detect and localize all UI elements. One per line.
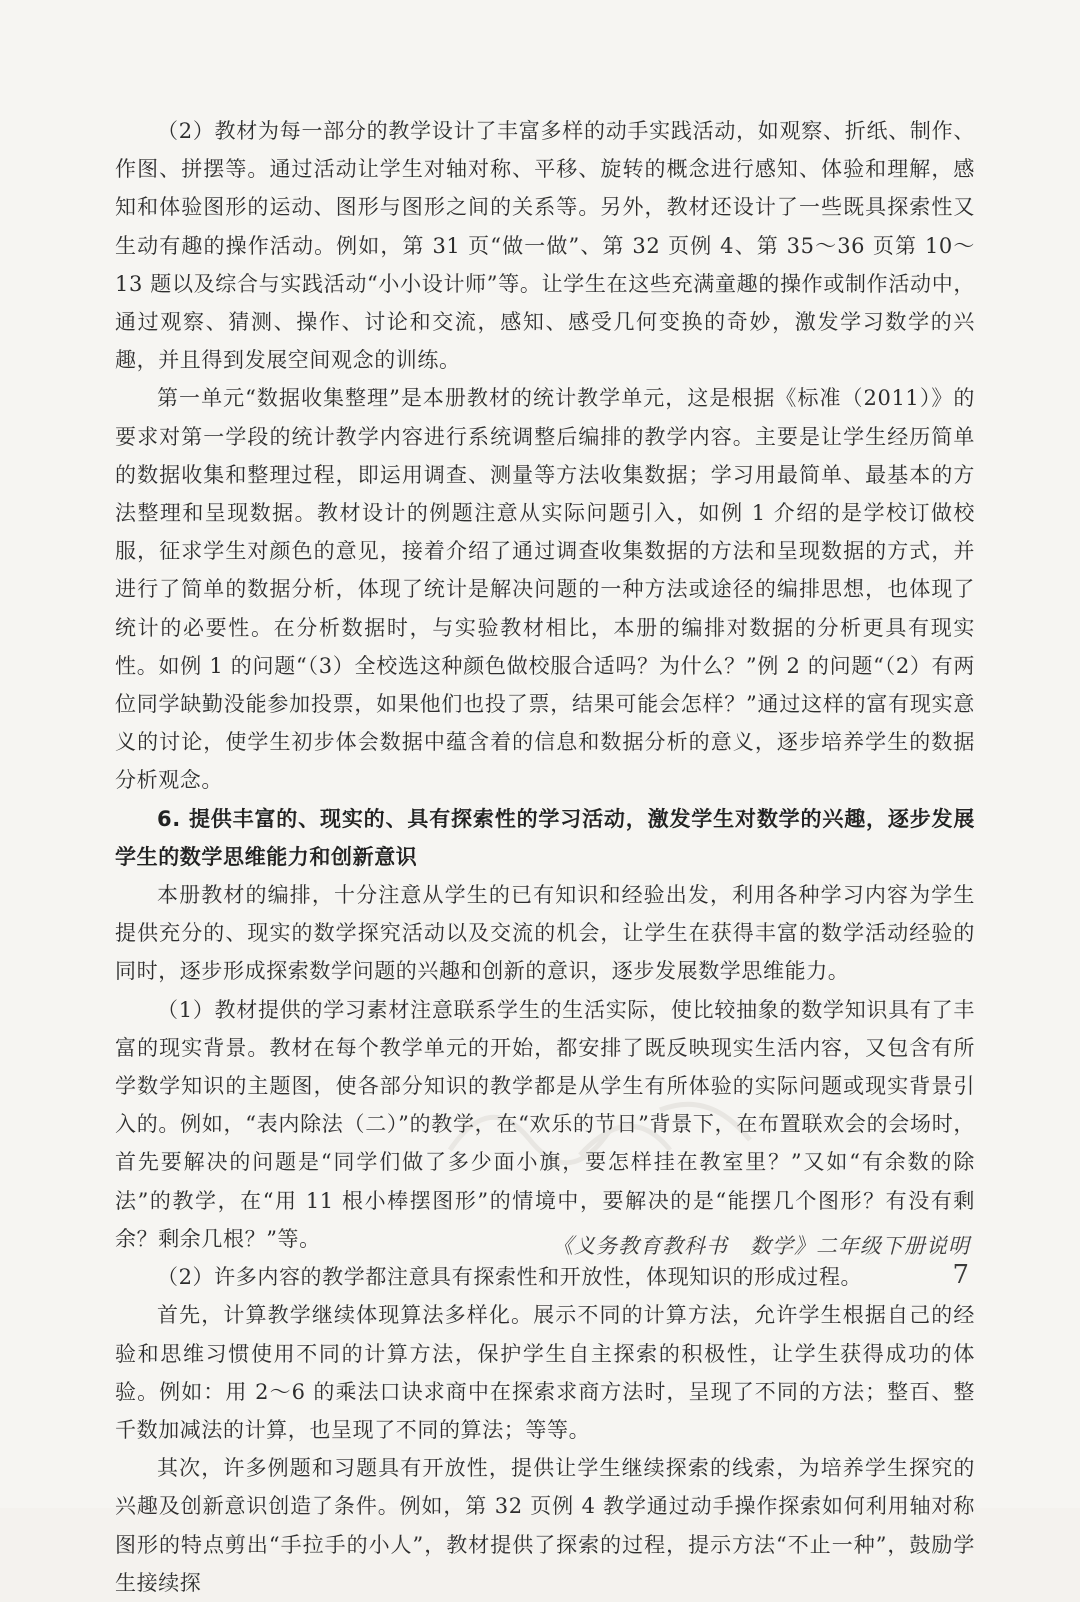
body-text bbox=[115, 112, 975, 1602]
paragraph: 第一单元“数据收集整理”是本册教材的统计教学单元，这是根据《标准（2011）》的要求对第一学段的统计教学内容进行系统调整后编排的教学内容。主要是让学生经历简单的数据收集和整理过程，即运用调查、测量等方法收集数据；学习用最简单、最基本的方法整理和呈现数据。教材设计的例题注意从实际问题引入，如例 1 介绍的是学校订做校服，征求学生对颜色的意见，接着介绍了通过调查收集数据的方法和呈现数据的方式，并进行了简单的数据分析，体现了统计是解决问题的一种方法或途径的编排思想，也体现了统计的必要性。在分析数据时，与实验教材相比，本册的编排对数据的分析更具有现实性。如例 1 的问题“（3）全校选这种颜色做校服合适吗？为什么？”例 2 的问题“（2）有两位同学缺勤没能参加投票，如果他们也投了票，结果可能会怎样？”通过这样的富有现实意义的讨论，使学生初步体会数据中蕴含着的信息和数据分析的意义，逐步培养学生的数据分析观念。 bbox=[115, 386, 975, 793]
page-number: 7 bbox=[952, 1260, 970, 1290]
paragraph: 其次，许多例题和习题具有开放性，提供让学生继续探索的线索，为培养学生探究的兴趣及创新意识创造了条件。例如，第 32 页例 4 教学通过动手操作探索如何利用轴对称图形的特点剪出“手拉手的小人”，教材提供了探索的过程，提示方法“不止一种”，鼓励学生接续探 bbox=[115, 1456, 975, 1595]
section-heading: 6. 提供丰富的、现实的、具有探索性的学习活动，激发学生对数学的兴趣，逐步发展学生的数学思维能力和创新意识 bbox=[115, 806, 975, 869]
book-title: 《义务教育教科书 数学》二年级下册说明 bbox=[552, 1234, 970, 1258]
paragraph: （2）许多内容的教学都注意具有探索性和开放性，体现知识的形成过程。 bbox=[157, 1265, 863, 1290]
paragraph: （2）教材为每一部分的教学设计了丰富多样的动手实践活动，如观察、折纸、制作、作图、拼摆等。通过活动让学生对轴对称、平移、旋转的概念进行感知、体验和理解，感知和体验图形的运动、图形与图形之间的关系等。另外，教材还设计了一些既具探索性又生动有趣的操作活动。例如，第 31 页“做一做”、第 32 页例 4、第 35～36 页第 10～13 题以及综合与实践活动“小小设计师”等。让学生在这些充满童趣的操作或制作活动中，通过观察、猜测、操作、讨论和交流，感知、感受几何变换的奇妙，激发学习数学的兴趣，并且得到发展空间观念的训练。 bbox=[115, 119, 975, 373]
page-footer bbox=[550, 1230, 970, 1290]
paragraph: 首先，计算教学继续体现算法多样化。展示不同的计算方法，允许学生根据自己的经验和思维习惯使用不同的计算方法，保护学生自主探索的积极性，让学生获得成功的体验。例如：用 2～6 的乘法口诀求商中在探索求商方法时，呈现了不同的方法；整百、整千数加减法的计算，也呈现了不同的算法；等等。 bbox=[115, 1303, 975, 1442]
paragraph: （1）教材提供的学习素材注意联系学生的生活实际，使比较抽象的数学知识具有了丰富的现实背景。教材在每个教学单元的开始，都安排了既反映现实生活内容，又包含有所学数学知识的主题图，使各部分知识的教学都是从学生有所体验的实际问题或现实背景引入的。例如，“表内除法（二）”的教学，在“欢乐的节日”背景下，在布置联欢会的会场时，首先要解决的问题是“同学们做了多少面小旗，要怎样挂在教室里？”又如“有余数的除法”的教学，在“用 11 根小棒摆图形”的情境中，要解决的是“能摆几个图形？有没有剩余？剩余几根？”等。 bbox=[115, 997, 975, 1251]
paragraph: 本册教材的编排，十分注意从学生的已有知识和经验出发，利用各种学习内容为学生提供充分的、现实的数学探究活动以及交流的机会，让学生在获得丰富的数学活动经验的同时，逐步形成探索数学问题的兴趣和创新的意识，逐步发展数学思维能力。 bbox=[115, 883, 975, 984]
